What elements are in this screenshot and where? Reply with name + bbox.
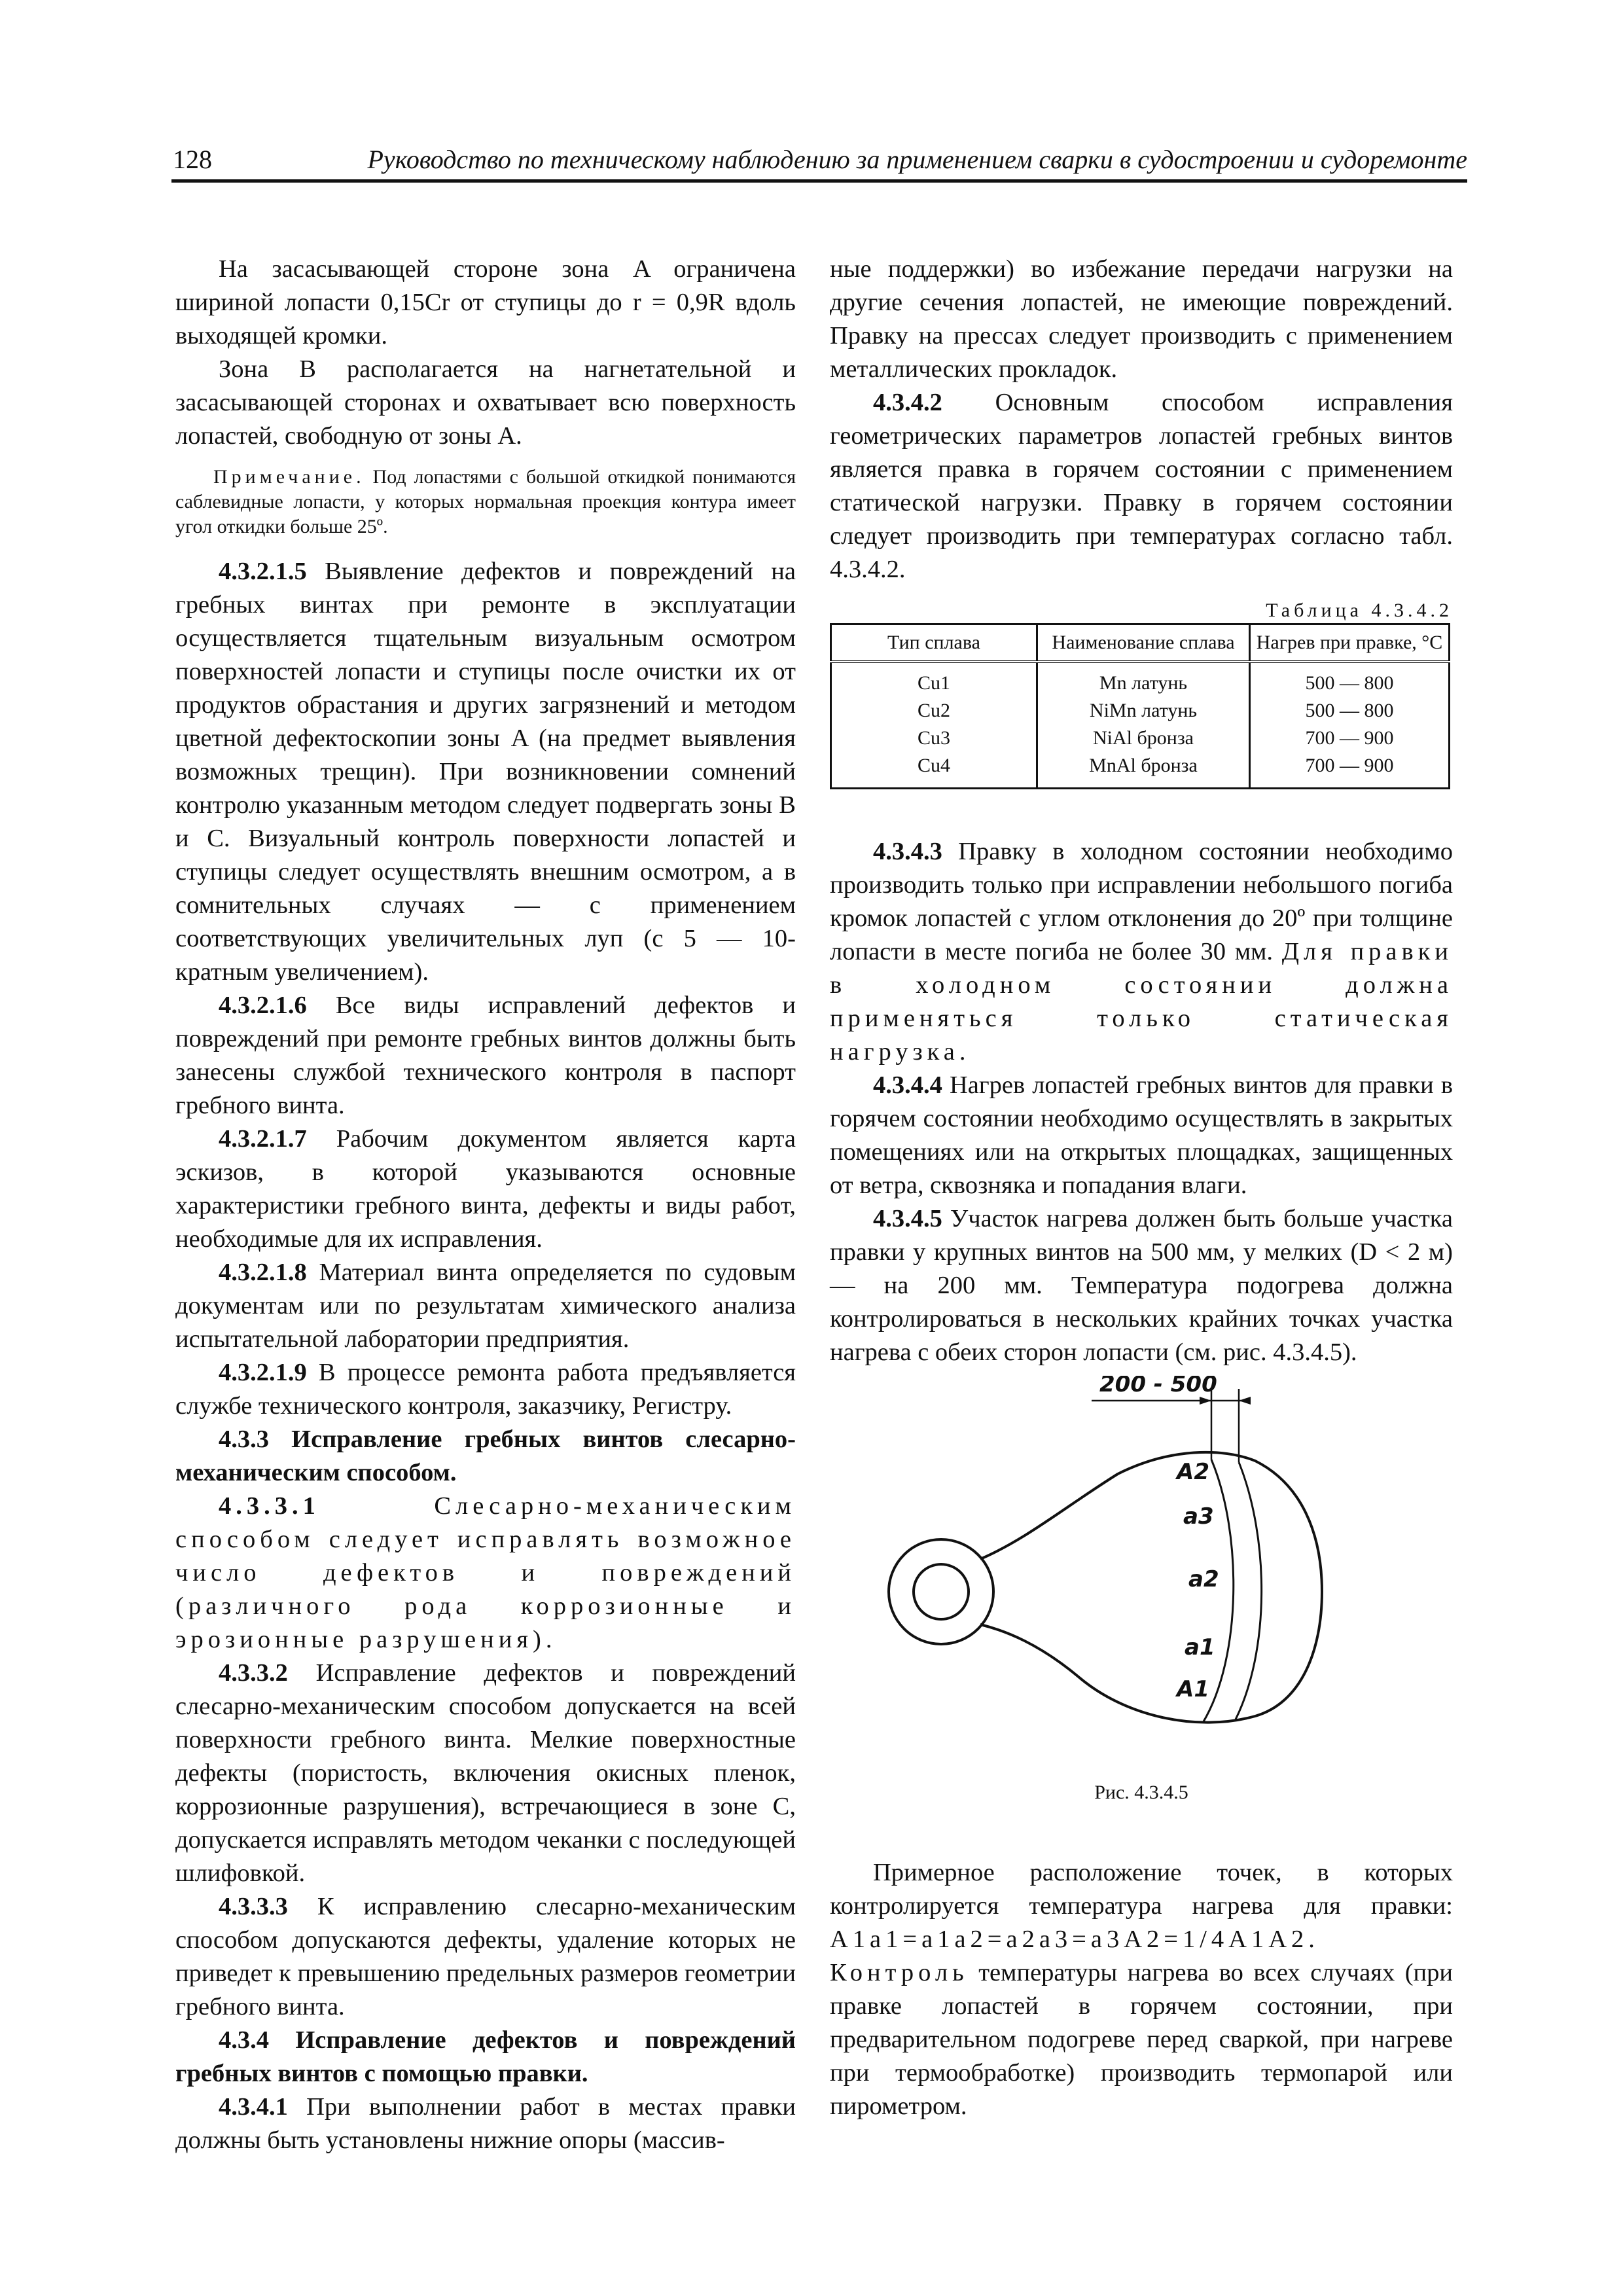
paragraph-continued: ные поддержки) во избежание передачи нагрузки на другие сечения лопастей, не имеющие повреждений. Правку на прессах следует производить с применением металлических прокладок. [830,255,1453,383]
clause-text: Выявление дефектов и повреждений на гребных винтах при ремонте в эксплуатации осуществляется тщательным визуальным осмотром поверхностей лопасти и ступицы после очистки их от продуктов обрастания и других загрязнений и методом цветной дефектоскопии зоны A (на предмет выявления возможных трещин). При возникновении сомнений контролю указанным методом следует подвергать зоны B и C. Визуальный контроль поверхности лопастей и ступицы следует осуществлять внешним осмотром, а в сомнительных случаях — с применением соответствующих увеличительных луп (с 5 — 10-кратным увеличением). [175,558,796,986]
table-cell: NiAl бронза [1037,725,1250,752]
paragraph: На засасывающей стороне зона A ограничена шириной лопасти 0,15Cr от ступицы до r = 0,9R вдоль выходящей кромки. [175,255,796,350]
clause-text: К исправлению слесарно-механическим способом допускаются дефекты, удаление которых не приведет к превышению предельных размеров геометрии гребного винта. [175,1893,796,2020]
clause-4-3-2-1-6 [175,989,796,1122]
column-header: Наименование сплава [1037,624,1250,662]
heading-text: 4.3.3 Исправление гребных винтов слесарно-механическим способом. [175,1426,796,1486]
clause-number: 4.3.4.2 [873,389,942,416]
table-cell: Cu3 [831,725,1037,752]
running-title: Руководство по техническому наблюдению за применением сварки в судостроении и судоремонте [367,145,1467,174]
table-row [831,752,1450,789]
dimension-label: 200 - 500 [1099,1376,1217,1397]
clause-text: Материал винта определяется по судовым документам или по результатам химического анализа испытательной лаборатории предприятия. [175,1259,796,1353]
clause-text: Основным способом исправления геометрических параметров лопастей гребных винтов является правка в горячем состоянии с применением статической нагрузки. Правку в горячем состоянии следует производить при температурах согласно табл. 4.3.4.2. [830,389,1453,583]
clause-number: 4.3.4.5 [873,1205,942,1232]
heading-text: 4.3.4 Исправление дефектов и повреждений гребных винтов с помощью правки. [175,2026,796,2087]
clause-text: Участок нагрева должен быть больше участка правки у крупных винтов на 500 мм, у мелких (D < 2 м) — на 200 мм. Температура подогрева должна контролироваться в нескольких крайних точках участка нагрева с обеих сторон лопасти (см. рис. 4.3.4.5). [830,1205,1453,1366]
clause-4-3-3-1 [175,1490,796,1657]
point-label-a2: a2 [1188,1566,1219,1592]
table-cell: Cu1 [831,662,1037,697]
clause-text: Рабочим документом является карта эскизов, в которой указываются основные характеристики гребного винта, дефекты и виды работ, необходимые для их исправления. [175,1125,796,1253]
blade-outline [980,1452,1322,1723]
clause-text: Нагрев лопастей гребных винтов для правки в горячем состоянии необходимо осуществлять в закрытых помещениях или на открытых площадках, защищенных от ветра, сквозняка и попадания влаги. [830,1071,1453,1199]
clause-text: При выполнении работ в местах правки должны быть установлены нижние опоры (массив- [175,2093,796,2154]
table-cell: 700 — 900 [1250,725,1450,752]
section-heading-4-3-3 [175,1423,796,1490]
point-label-A1: A1 [1177,1676,1209,1702]
straightening-arc-outer [1236,1462,1262,1719]
clause-number: 4.3.3.3 [219,1893,288,1920]
clause-number: 4.3.2.1.7 [219,1125,307,1153]
right-column [830,253,1453,2123]
table-cell: 500 — 800 [1250,662,1450,697]
clause-text: В процессе ремонта работа предъявляется службе технического контроля, заказчику, Регистру. [175,1359,796,1420]
paragraph-text: Примерное расположение точек, в которых контролируется температура нагрева для правки: [830,1859,1453,1920]
figure-caption: Рис. 4.3.4.5 [1094,1782,1188,1803]
clause-number: 4.3.3.1 [219,1492,320,1520]
section-heading-4-3-4 [175,2024,796,2090]
left-column [175,253,796,2157]
clause-text: Все виды исправлений дефектов и повреждений при ремонте гребных винтов должны быть занесены службой технического контроля в паспорт гребного винта. [175,992,796,1119]
clause-text-spaced: Для правки в холодном состоянии должна применяться только статическая нагрузка. [830,938,1454,1066]
clause-number: 4.3.2.1.9 [219,1359,307,1386]
table-cell: NiMn латунь [1037,697,1250,725]
clause-4-3-4-5 [830,1202,1453,1369]
point-label-A2: A2 [1177,1459,1209,1485]
point-label-a1: a1 [1185,1634,1215,1660]
table-row [831,697,1450,725]
clause-number: 4.3.2.1.8 [219,1259,307,1286]
clause-4-3-4-2 [830,386,1453,586]
table-cell: MnAl бронза [1037,752,1250,789]
paragraph-final [830,1856,1453,2123]
paragraph: Зона B располагается на нагнетательной и засасывающей сторонах и охватывает всю поверхность лопастей, свободную от зоны A. [175,355,796,450]
column-header: Нагрев при правке, °C [1250,624,1450,662]
note-text: Под лопастями с большой откидкой понимаются саблевидные лопасти, у которых нормальная проекция контура имеет угол откидки больше 25º. [175,466,796,537]
paragraph-text: температуры нагрева во всех случаях (при правке лопастей в горячем состоянии, при предварительном подогреве перед сваркой, при нагреве при термообработке) производить термопарой или пирометром. [830,1959,1453,2120]
table-row [831,662,1450,697]
clause-4-3-4-1 [175,2090,796,2157]
note-label: Примечание. [213,466,365,488]
dimension-arrow [1200,1397,1211,1405]
page-header [171,139,1467,183]
clause-4-3-3-3 [175,1890,796,2024]
note [175,465,796,539]
clause-number: 4.3.4.4 [873,1071,942,1099]
clause-4-3-2-1-5 [175,555,796,989]
hub-outer-circle [889,1539,993,1644]
table-cell: 700 — 900 [1250,752,1450,789]
table-row [831,725,1450,752]
clause-number: 4.3.3.2 [219,1659,288,1687]
clause-4-3-2-1-7 [175,1122,796,1256]
clause-text: Слесарно-механическим способом следует исправлять возможное число дефектов и повреждений (различного рода коррозионные и эрозионные разрушения). [175,1492,796,1653]
page-number: 128 [173,145,212,174]
formula-text: A1a1=a1a2=a2a3=a3A2=1/4A1A2. Контроль [830,1926,1319,1986]
table-cell: 500 — 800 [1250,697,1450,725]
blade-diagram [830,1376,1453,1782]
clause-number: 4.3.2.1.6 [219,992,307,1019]
clause-4-3-4-3 [830,835,1453,1069]
column-header: Тип сплава [831,624,1037,662]
clause-4-3-4-4 [830,1069,1453,1202]
alloy-table [830,623,1450,789]
table-cell: Cu2 [831,697,1037,725]
table-caption: Таблица 4.3.4.2 [1266,600,1453,621]
blade-heating-figure [830,1376,1453,1782]
clause-text: Исправление дефектов и повреждений слесарно-механическим способом допускается на всей поверхности гребного винта. Мелкие поверхностные дефекты (пористость, включения окисных пленок, коррозионные разрушения), встречающиеся в зоне C, допускается исправлять методом чеканки с последующей шлифовкой. [175,1659,796,1887]
dimension-arrow [1239,1397,1251,1405]
clause-4-3-3-2 [175,1657,796,1890]
point-label-a3: a3 [1183,1503,1214,1530]
clause-4-3-2-1-8 [175,1256,796,1356]
clause-text: Правку в холодном состоянии необходимо производить только при исправлении небольшого погиба кромок лопастей с углом отклонения до 20º при толщине лопасти в месте погиба не более 30 мм. [830,838,1453,965]
spacer [830,1804,1453,1856]
table-header-row [831,624,1450,662]
clause-number: 4.3.4.3 [873,838,942,865]
clause-4-3-2-1-9 [175,1356,796,1423]
clause-number: 4.3.2.1.5 [219,558,307,585]
clause-number: 4.3.4.1 [219,2093,288,2121]
table-cell: Cu4 [831,752,1037,789]
hub-inner-circle [914,1564,969,1619]
table-cell: Mn латунь [1037,662,1250,697]
